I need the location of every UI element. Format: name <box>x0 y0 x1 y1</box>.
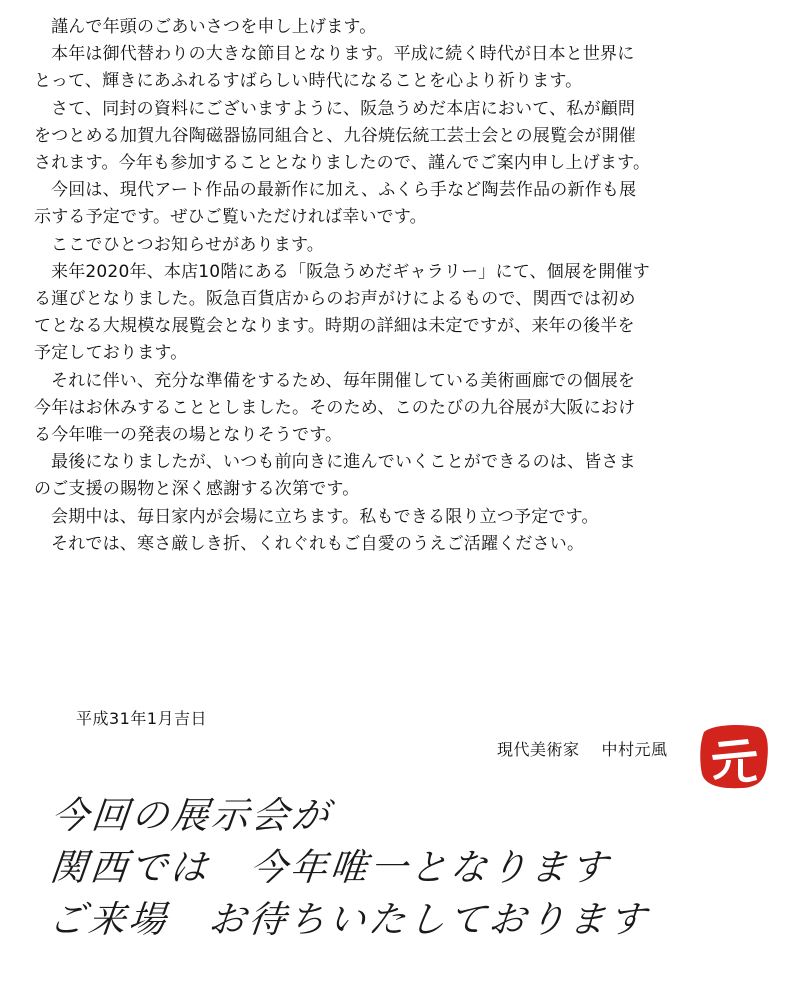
letter-date: 平成31年1月吉日 <box>76 709 208 728</box>
letter-line: とって、輝きにあふれるすばらしい時代になることを心より祈ります。 <box>34 71 583 92</box>
letter-line: 来年2020年、本店10階にある「阪急うめだギャラリー」にて、個展を開催す <box>51 261 650 282</box>
letter-line: 本年は御代替わりの大きな節目となります。平成に続く時代が日本と世界に <box>51 44 635 65</box>
paragraph-8 <box>34 449 774 503</box>
handwritten-note <box>38 790 694 946</box>
signature-block <box>497 737 668 760</box>
signature-name: 中村元風 <box>601 740 668 759</box>
paragraph-3 <box>34 96 774 178</box>
letter-line: をつとめる加賀九谷陶磁器協同組合と、九谷焼伝統工芸士会との展覧会が開催 <box>34 125 636 146</box>
paragraph-7 <box>34 368 774 450</box>
handwritten-line: 今回の展示会が <box>49 794 334 837</box>
letter-line: 予定しております。 <box>34 343 188 364</box>
seal-glyph: 元 <box>733 768 735 769</box>
handwritten-line: ご来場 お待ちいたしております <box>46 898 651 941</box>
letter-line: 今年はお休みすることとしました。そのため、このたびの九谷展が大阪におけ <box>34 397 636 418</box>
letter-line: のご支援の賜物と深く感謝する次第です。 <box>34 479 360 500</box>
seal-stamp-icon <box>698 722 770 790</box>
letter-line: 今回は、現代アート作品の最新作に加え、ふくら手など陶芸作品の新作も展 <box>51 180 637 201</box>
letter-line: る今年唯一の発表の場となりそうです。 <box>34 425 343 446</box>
letter-line: 最後になりましたが、いつも前向きに進んでいくことができるのは、皆さま <box>51 452 636 473</box>
paragraph-9 <box>34 504 774 531</box>
letter-line: 示する予定です。ぜひご覧いただければ幸いです。 <box>34 207 427 228</box>
letter-line: ここでひとつお知らせがあります。 <box>51 234 324 255</box>
paragraph-10 <box>34 531 774 558</box>
letter-line: る運びとなりました。阪急百貨店からのお声がけによるもので、関西では初め <box>34 289 636 310</box>
paragraph-5 <box>34 232 774 259</box>
paragraph-6 <box>34 259 774 368</box>
letter-line: さて、同封の資料にございますように、阪急うめだ本店において、私が顧問 <box>51 98 636 119</box>
letter-body <box>34 14 774 558</box>
letter-line: てとなる大規模な展覧会となります。時期の詳細は未定ですが、来年の後半を <box>34 316 635 337</box>
letter-line: それでは、寒さ厳しき折、くれぐれもご自愛のうえご活躍ください。 <box>51 533 585 554</box>
paragraph-4 <box>34 177 774 231</box>
letter-line: されます。今年も参加することとなりましたので、謹んでご案内申し上げます。 <box>34 153 651 174</box>
paragraph-2 <box>34 41 774 95</box>
letter-line: 会期中は、毎日家内が会場に立ちます。私もできる限り立つ予定です。 <box>51 506 599 527</box>
signature-title: 現代美術家 <box>497 740 580 759</box>
handwritten-line: 関西では 今年唯一となります <box>47 846 613 889</box>
letter-line: 謹んで年頭のごあいさつを申し上げます。 <box>51 17 377 37</box>
paragraph-1 <box>34 14 774 41</box>
letter-line: それに伴い、充分な準備をするため、毎年開催している美術画廊での個展を <box>51 370 636 391</box>
